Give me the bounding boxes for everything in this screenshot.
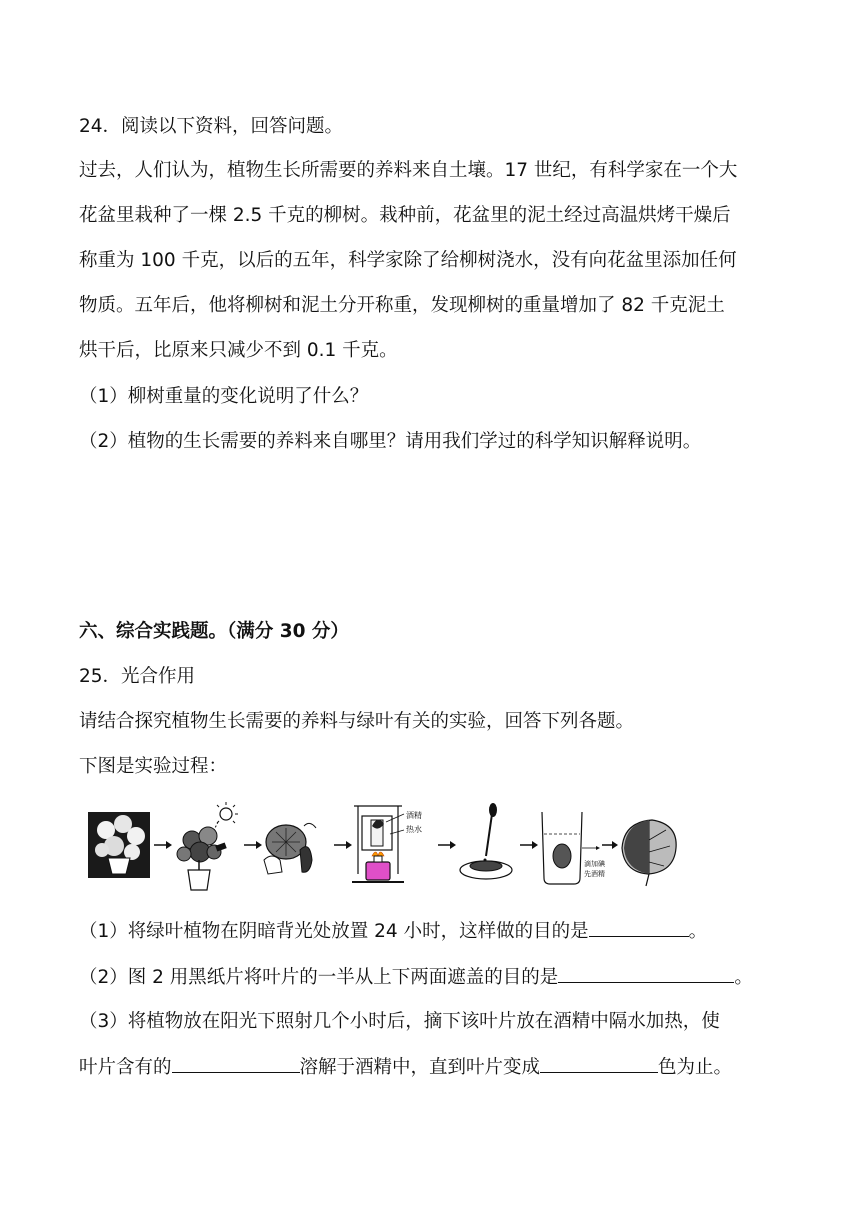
step-7-result-leaf-image — [622, 820, 676, 886]
q25-sub1-text: （1）将绿叶植物在阴暗背光处放置 24 小时，这样做的目的是 — [79, 921, 589, 942]
q24-passage-line-4: 物质。五年后，他将柳树和泥土分开称重，发现柳树的重量增加了 82 千克泥土 — [79, 295, 725, 316]
label-alcohol: 酒精 — [406, 811, 422, 820]
step-2-plant-in-sun-image — [177, 802, 238, 890]
q25-sub2-text: （2）图 2 用黑纸片将叶片的一半从上下两面遮盖的目的是 — [79, 967, 559, 988]
experiment-process-figure — [86, 800, 686, 900]
q25-subquestion-3-line-1: （3）将植物放在阳光下照射几个小时后，摘下该叶片放在酒精中隔水加热，使 — [79, 1011, 720, 1032]
answer-blank-1[interactable] — [589, 918, 689, 937]
step-3-pick-leaf-image — [264, 823, 316, 874]
arrow-icon — [244, 841, 262, 849]
q25-subquestion-2 — [79, 964, 753, 991]
answer-blank-2[interactable] — [558, 964, 734, 983]
q24-passage-line-5: 烘干后，比原来只减少不到 0.1 千克。 — [79, 340, 398, 361]
answer-blank-3[interactable] — [172, 1054, 300, 1073]
arrow-icon — [602, 841, 618, 849]
q25-subquestion-1 — [79, 918, 707, 945]
label-hot-water: 热水 — [406, 825, 422, 834]
q24-passage-line-3: 称重为 100 千克，以后的五年，科学家除了给柳树浇水，没有向花盆里添加任何 — [79, 250, 737, 271]
q25-sub3-part-b: 溶解于酒精中，直到叶片变成 — [299, 1057, 541, 1078]
label-wash: 先酒精 — [584, 870, 605, 878]
arrow-icon — [438, 841, 456, 849]
step-5-drop-iodine-image — [460, 803, 512, 879]
q25-sub3-part-a: 叶片含有的 — [79, 1057, 172, 1078]
arrow-icon — [520, 841, 538, 849]
q24-subquestion-1: （1）柳树重量的变化说明了什么？ — [79, 386, 369, 407]
q24-subquestion-2: （2）植物的生长需要的养料来自哪里？请用我们学过的科学知识解释说明。 — [79, 431, 702, 452]
arrow-icon — [334, 841, 352, 849]
q25-sub1-end: 。 — [688, 921, 708, 942]
q25-title: 25．光合作用 — [79, 666, 196, 687]
answer-blank-4[interactable] — [540, 1054, 658, 1073]
q25-figure-caption: 下图是实验过程： — [79, 756, 228, 777]
label-iodine: 滴加碘 — [584, 860, 605, 868]
q25-sub2-end: 。 — [734, 967, 753, 988]
q24-passage-line-2: 花盆里栽种了一棵 2.5 千克的柳树。栽种前，花盆里的泥土经过高温烘烤干燥后 — [79, 205, 731, 226]
q24-title: 24．阅读以下资料，回答问题。 — [79, 116, 344, 137]
step-6-beaker-rinse-image — [542, 812, 606, 884]
arrow-icon — [154, 841, 172, 849]
q24-passage-line-1: 过去，人们认为，植物生长所需要的养料来自土壤。17 世纪，有科学家在一个大 — [79, 160, 738, 181]
step-4-water-bath-heating-image — [352, 806, 422, 882]
q25-subquestion-3-line-2 — [79, 1054, 732, 1081]
q25-sub3-part-c: 色为止。 — [658, 1057, 733, 1078]
q25-intro: 请结合探究植物生长需要的养料与绿叶有关的实验，回答下列各题。 — [79, 711, 635, 732]
step-1-dark-plant-image — [88, 812, 150, 878]
section-6-title: 六、综合实践题。（满分 30 分） — [79, 621, 349, 642]
